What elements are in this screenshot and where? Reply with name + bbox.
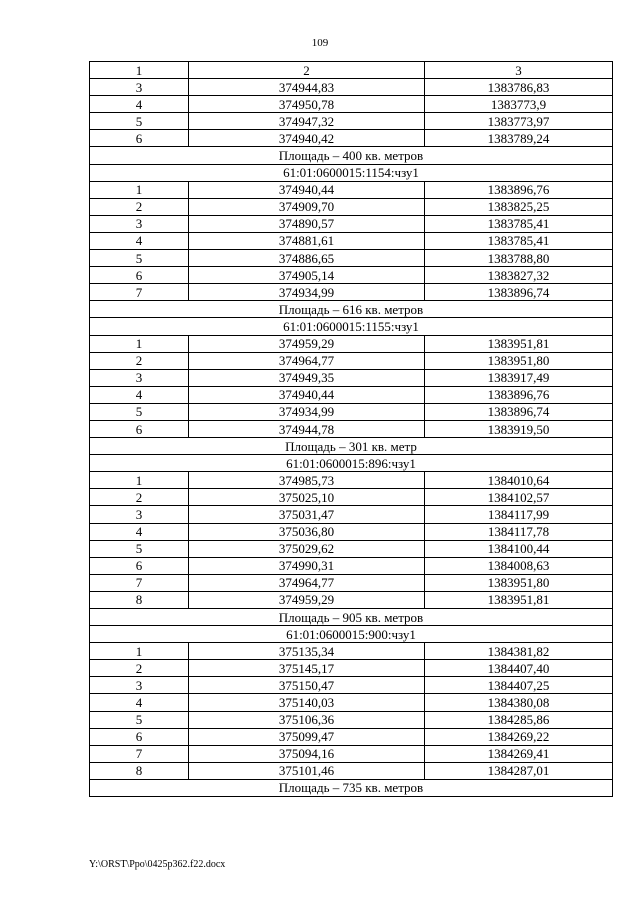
point-number-cell: 1 bbox=[90, 472, 189, 489]
point-number-cell: 5 bbox=[90, 403, 189, 420]
parcel-id-row bbox=[90, 164, 613, 181]
point-number-cell: 7 bbox=[90, 745, 189, 762]
coordinates-table-body bbox=[90, 62, 613, 797]
point-number-cell: 3 bbox=[90, 677, 189, 694]
coordinate-x-cell: 374940,44 bbox=[189, 386, 425, 403]
coordinate-y-cell: 1383773,9 bbox=[425, 96, 613, 113]
point-number-cell: 5 bbox=[90, 540, 189, 557]
coordinate-y-cell: 1384407,40 bbox=[425, 660, 613, 677]
table-row bbox=[90, 762, 613, 779]
coordinate-y-cell: 1383896,76 bbox=[425, 181, 613, 198]
point-number-cell: 5 bbox=[90, 113, 189, 130]
coordinate-x-cell: 375031,47 bbox=[189, 506, 425, 523]
page-number: 109 bbox=[311, 37, 329, 49]
coordinate-x-cell: 375145,17 bbox=[189, 660, 425, 677]
point-number-cell: 4 bbox=[90, 96, 189, 113]
table-row bbox=[90, 694, 613, 711]
coordinate-x-cell: 374950,78 bbox=[189, 96, 425, 113]
table-row bbox=[90, 335, 613, 352]
coordinate-y-cell: 1384287,01 bbox=[425, 762, 613, 779]
area-cell: Площадь – 616 кв. метров bbox=[90, 301, 613, 318]
table-row bbox=[90, 284, 613, 301]
parcel-id-cell: 61:01:0600015:896:чзу1 bbox=[90, 455, 613, 472]
point-number-cell: 1 bbox=[90, 335, 189, 352]
coordinate-x-cell: 374949,35 bbox=[189, 369, 425, 386]
table-row bbox=[90, 267, 613, 284]
coordinate-x-cell: 375036,80 bbox=[189, 523, 425, 540]
area-cell: Площадь – 735 кв. метров bbox=[90, 779, 613, 796]
coordinate-x-cell: 374886,65 bbox=[189, 250, 425, 267]
table-row bbox=[90, 232, 613, 249]
coordinate-x-cell: 374934,99 bbox=[189, 403, 425, 420]
coordinate-y-cell: 1383786,83 bbox=[425, 79, 613, 96]
table-row bbox=[90, 96, 613, 113]
coordinate-y-cell: 1384010,64 bbox=[425, 472, 613, 489]
table-row bbox=[90, 677, 613, 694]
coordinate-x-cell: 374944,78 bbox=[189, 420, 425, 437]
coordinate-y-cell: 1384380,08 bbox=[425, 694, 613, 711]
point-number-cell: 7 bbox=[90, 284, 189, 301]
coordinate-y-cell: 1384381,82 bbox=[425, 643, 613, 660]
table-row bbox=[90, 472, 613, 489]
coordinate-x-cell: 374905,14 bbox=[189, 267, 425, 284]
coordinate-y-cell: 1383825,25 bbox=[425, 198, 613, 215]
point-number-cell: 8 bbox=[90, 591, 189, 608]
coordinate-x-cell: 374940,44 bbox=[189, 181, 425, 198]
coordinate-x-cell: 375029,62 bbox=[189, 540, 425, 557]
table-row bbox=[90, 540, 613, 557]
coordinate-x-cell: 374964,77 bbox=[189, 574, 425, 591]
coordinate-x-cell: 374909,70 bbox=[189, 198, 425, 215]
coordinate-x-cell: 375099,47 bbox=[189, 728, 425, 745]
coordinate-x-cell: 375025,10 bbox=[189, 489, 425, 506]
coordinate-y-cell: 1383773,97 bbox=[425, 113, 613, 130]
table-row bbox=[90, 574, 613, 591]
area-cell: Площадь – 301 кв. метр bbox=[90, 438, 613, 455]
coordinate-y-cell: 1383827,32 bbox=[425, 267, 613, 284]
coordinate-y-cell: 1383785,41 bbox=[425, 215, 613, 232]
coordinate-y-cell: 1383896,74 bbox=[425, 403, 613, 420]
table-row bbox=[90, 369, 613, 386]
table-row bbox=[90, 113, 613, 130]
coordinate-x-cell: 374944,83 bbox=[189, 79, 425, 96]
header-cell-y: 3 bbox=[425, 62, 613, 79]
coordinate-y-cell: 1384117,99 bbox=[425, 506, 613, 523]
area-cell: Площадь – 905 кв. метров bbox=[90, 609, 613, 626]
header-cell-number: 1 bbox=[90, 62, 189, 79]
coordinate-x-cell: 375140,03 bbox=[189, 694, 425, 711]
point-number-cell: 4 bbox=[90, 694, 189, 711]
coordinate-x-cell: 374881,61 bbox=[189, 232, 425, 249]
parcel-id-row bbox=[90, 455, 613, 472]
area-row bbox=[90, 609, 613, 626]
table-row bbox=[90, 643, 613, 660]
area-row bbox=[90, 438, 613, 455]
coordinate-y-cell: 1384407,25 bbox=[425, 677, 613, 694]
point-number-cell: 1 bbox=[90, 643, 189, 660]
table-row bbox=[90, 250, 613, 267]
table-header-row bbox=[90, 62, 613, 79]
point-number-cell: 3 bbox=[90, 506, 189, 523]
coordinate-y-cell: 1383917,49 bbox=[425, 369, 613, 386]
point-number-cell: 2 bbox=[90, 660, 189, 677]
coordinate-x-cell: 374959,29 bbox=[189, 335, 425, 352]
table-row bbox=[90, 420, 613, 437]
point-number-cell: 6 bbox=[90, 130, 189, 147]
point-number-cell: 5 bbox=[90, 250, 189, 267]
table-row bbox=[90, 745, 613, 762]
coordinate-x-cell: 374890,57 bbox=[189, 215, 425, 232]
parcel-id-cell: 61:01:0600015:1155:чзу1 bbox=[90, 318, 613, 335]
parcel-id-row bbox=[90, 626, 613, 643]
point-number-cell: 4 bbox=[90, 386, 189, 403]
table-row bbox=[90, 523, 613, 540]
coordinate-x-cell: 374959,29 bbox=[189, 591, 425, 608]
parcel-id-cell: 61:01:0600015:900:чзу1 bbox=[90, 626, 613, 643]
point-number-cell: 2 bbox=[90, 198, 189, 215]
parcel-id-row bbox=[90, 318, 613, 335]
coordinates-table bbox=[89, 61, 613, 797]
file-path-footer: Y:\ORST\Ppo\0425p362.f22.docx bbox=[89, 859, 226, 870]
coordinate-y-cell: 1384102,57 bbox=[425, 489, 613, 506]
coordinate-x-cell: 374964,77 bbox=[189, 352, 425, 369]
point-number-cell: 5 bbox=[90, 711, 189, 728]
table-row bbox=[90, 489, 613, 506]
coordinate-y-cell: 1383951,81 bbox=[425, 591, 613, 608]
coordinate-y-cell: 1383951,80 bbox=[425, 574, 613, 591]
table-row bbox=[90, 130, 613, 147]
coordinate-y-cell: 1384117,78 bbox=[425, 523, 613, 540]
point-number-cell: 3 bbox=[90, 215, 189, 232]
coordinate-y-cell: 1383951,81 bbox=[425, 335, 613, 352]
table-row bbox=[90, 728, 613, 745]
coordinate-y-cell: 1383951,80 bbox=[425, 352, 613, 369]
coordinate-x-cell: 375106,36 bbox=[189, 711, 425, 728]
point-number-cell: 3 bbox=[90, 79, 189, 96]
point-number-cell: 1 bbox=[90, 181, 189, 198]
coordinate-x-cell: 375150,47 bbox=[189, 677, 425, 694]
table-row bbox=[90, 591, 613, 608]
point-number-cell: 2 bbox=[90, 352, 189, 369]
coordinate-y-cell: 1384269,22 bbox=[425, 728, 613, 745]
table-row bbox=[90, 79, 613, 96]
table-row bbox=[90, 352, 613, 369]
coordinate-y-cell: 1384008,63 bbox=[425, 557, 613, 574]
coordinate-y-cell: 1383896,74 bbox=[425, 284, 613, 301]
point-number-cell: 2 bbox=[90, 489, 189, 506]
coordinate-x-cell: 374940,42 bbox=[189, 130, 425, 147]
coordinate-y-cell: 1383789,24 bbox=[425, 130, 613, 147]
coordinate-x-cell: 374934,99 bbox=[189, 284, 425, 301]
point-number-cell: 7 bbox=[90, 574, 189, 591]
coordinate-y-cell: 1383785,41 bbox=[425, 232, 613, 249]
coordinate-x-cell: 374947,32 bbox=[189, 113, 425, 130]
table-row bbox=[90, 660, 613, 677]
coordinate-y-cell: 1383788,80 bbox=[425, 250, 613, 267]
coordinate-x-cell: 374990,31 bbox=[189, 557, 425, 574]
table-row bbox=[90, 557, 613, 574]
table-row bbox=[90, 506, 613, 523]
point-number-cell: 6 bbox=[90, 728, 189, 745]
table-row bbox=[90, 711, 613, 728]
point-number-cell: 4 bbox=[90, 232, 189, 249]
coordinate-y-cell: 1384269,41 bbox=[425, 745, 613, 762]
table-row bbox=[90, 181, 613, 198]
coordinate-y-cell: 1384100,44 bbox=[425, 540, 613, 557]
area-row bbox=[90, 779, 613, 796]
coordinate-x-cell: 375094,16 bbox=[189, 745, 425, 762]
area-row bbox=[90, 147, 613, 164]
point-number-cell: 4 bbox=[90, 523, 189, 540]
point-number-cell: 8 bbox=[90, 762, 189, 779]
area-row bbox=[90, 301, 613, 318]
coordinate-y-cell: 1383919,50 bbox=[425, 420, 613, 437]
coordinate-x-cell: 375101,46 bbox=[189, 762, 425, 779]
parcel-id-cell: 61:01:0600015:1154:чзу1 bbox=[90, 164, 613, 181]
point-number-cell: 6 bbox=[90, 557, 189, 574]
coordinate-y-cell: 1383896,76 bbox=[425, 386, 613, 403]
header-cell-x: 2 bbox=[189, 62, 425, 79]
coordinate-y-cell: 1384285,86 bbox=[425, 711, 613, 728]
coordinate-x-cell: 375135,34 bbox=[189, 643, 425, 660]
table-row bbox=[90, 198, 613, 215]
area-cell: Площадь – 400 кв. метров bbox=[90, 147, 613, 164]
table-row bbox=[90, 403, 613, 420]
table-row bbox=[90, 215, 613, 232]
point-number-cell: 3 bbox=[90, 369, 189, 386]
point-number-cell: 6 bbox=[90, 420, 189, 437]
coordinate-x-cell: 374985,73 bbox=[189, 472, 425, 489]
point-number-cell: 6 bbox=[90, 267, 189, 284]
table-row bbox=[90, 386, 613, 403]
